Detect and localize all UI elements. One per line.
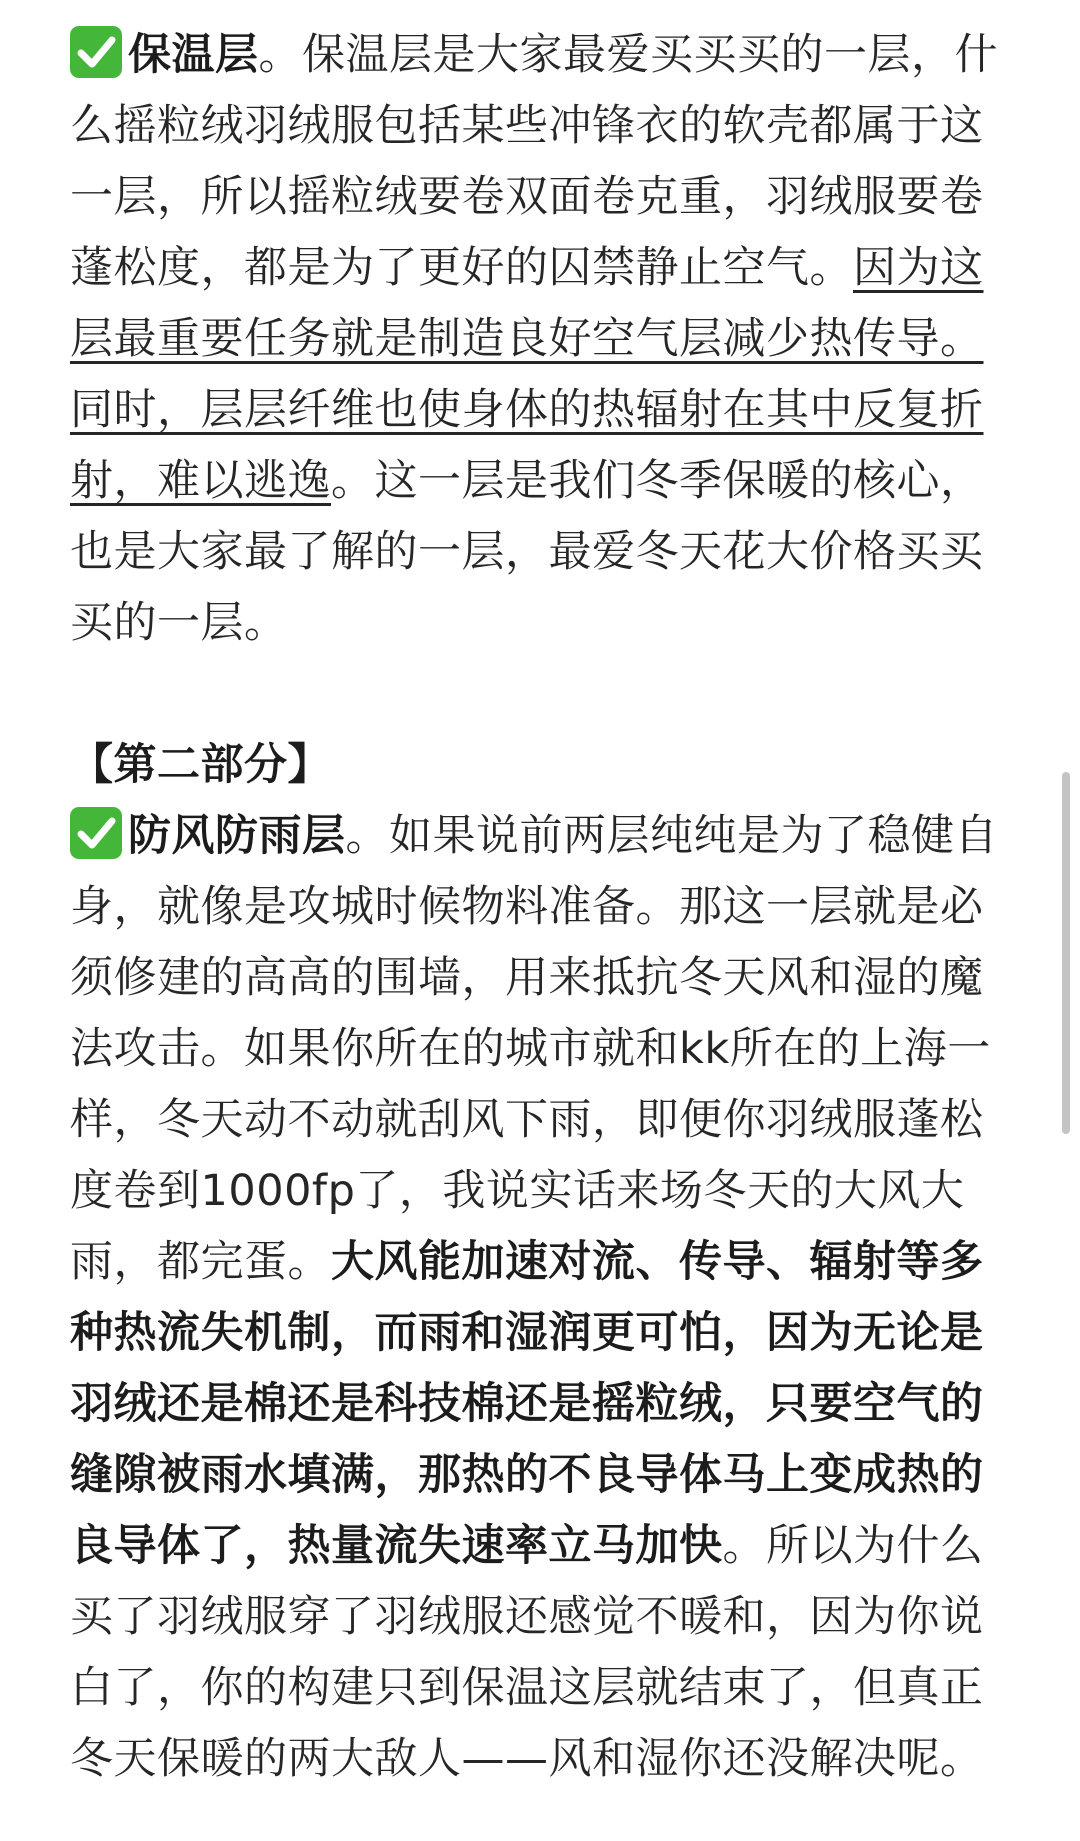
windproof-text: 。如果说前两层纯纯是为了稳健自身，就像是攻城时候物料准备。那这一层就是必须修建的高高的围墙，用来抵抗冬天风和湿的魔法攻击。如果你所在的城市就和kk所在的上海一样，冬天动不动就刮风下雨，即便你羽绒服蓬松度卷到1000fp了，我说实话来场冬天的大风大雨，都完蛋。 <box>70 811 998 1287</box>
section-title-text: 【第二部分】 <box>70 740 331 790</box>
check-mark-button-icon <box>70 807 122 859</box>
windproof-bold-text: 大风能加速对流、传导、辐射等多种热流失机制，而雨和湿润更可怕，因为无论是羽绒还是棉还是科技棉还是摇粒绒，只要空气的缝隙被雨水填满，那热的不良导体马上变成热的良导体了，热量流失速率立马加快 <box>70 1237 984 1571</box>
paragraph-insulation-layer <box>70 20 1010 659</box>
insulation-text: 。保温层是大家最爱买买买的一层，什么摇粒绒羽绒服包括某些冲锋衣的软壳都属于这一层，所以摇粒绒要卷双面卷克重，羽绒服要卷蓬松度，都是为了更好的囚禁静止空气。 <box>70 30 998 293</box>
section-title <box>70 730 1010 801</box>
windproof-heading: 防风防雨层 <box>128 811 346 861</box>
paragraph-spacer <box>70 659 1010 730</box>
insulation-heading: 保温层 <box>128 30 259 80</box>
check-mark-button-icon <box>70 26 122 78</box>
insulation-underlined-text: 因为这层最重要任务就是制造良好空气层减少热传导。同时，层层纤维也使身体的热辐射在其中反复折射，难以逃逸 <box>70 243 984 506</box>
article-body <box>70 20 1010 1795</box>
scrollbar-thumb[interactable] <box>1062 772 1070 1134</box>
paragraph-windproof-layer <box>70 801 1010 1795</box>
insulation-text-end: 。这一层是我们冬季保暖的核心，也是大家最了解的一层，最爱冬天花大价格买买买的一层。 <box>70 456 984 648</box>
windproof-text-end: 。所以为什么买了羽绒服穿了羽绒服还感觉不暖和，因为你说白了，你的构建只到保温这层就结束了，但真正冬天保暖的两大敌人——风和湿你还没解决呢。 <box>70 1521 984 1784</box>
